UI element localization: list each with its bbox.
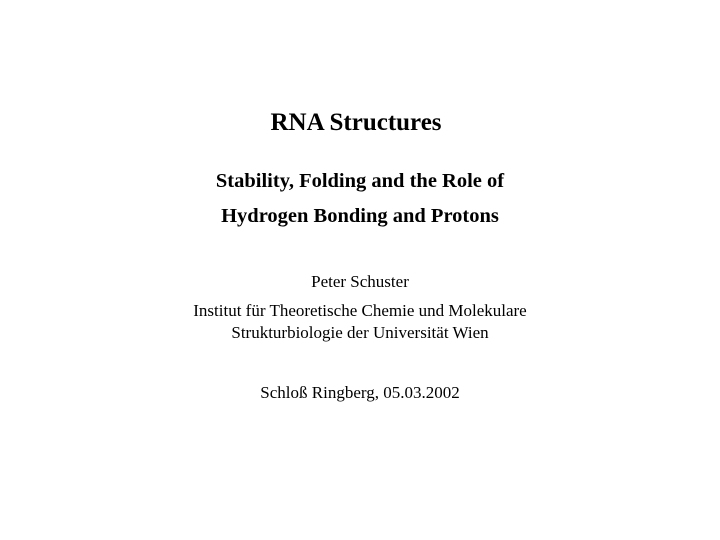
- venue-date: Schloß Ringberg, 05.03.2002: [260, 383, 460, 402]
- institution-line-1: Institut für Theoretische Chemie und Molekulare: [193, 301, 527, 320]
- author-name: Peter Schuster: [311, 272, 409, 291]
- subtitle-line-1: Stability, Folding and the Role of: [215, 170, 505, 192]
- subtitle-line-2: Hydrogen Bonding and Protons: [221, 205, 499, 227]
- slide-title: RNA Structures: [270, 109, 442, 136]
- institution-line-2: Strukturbiologie der Universität Wien: [231, 323, 489, 342]
